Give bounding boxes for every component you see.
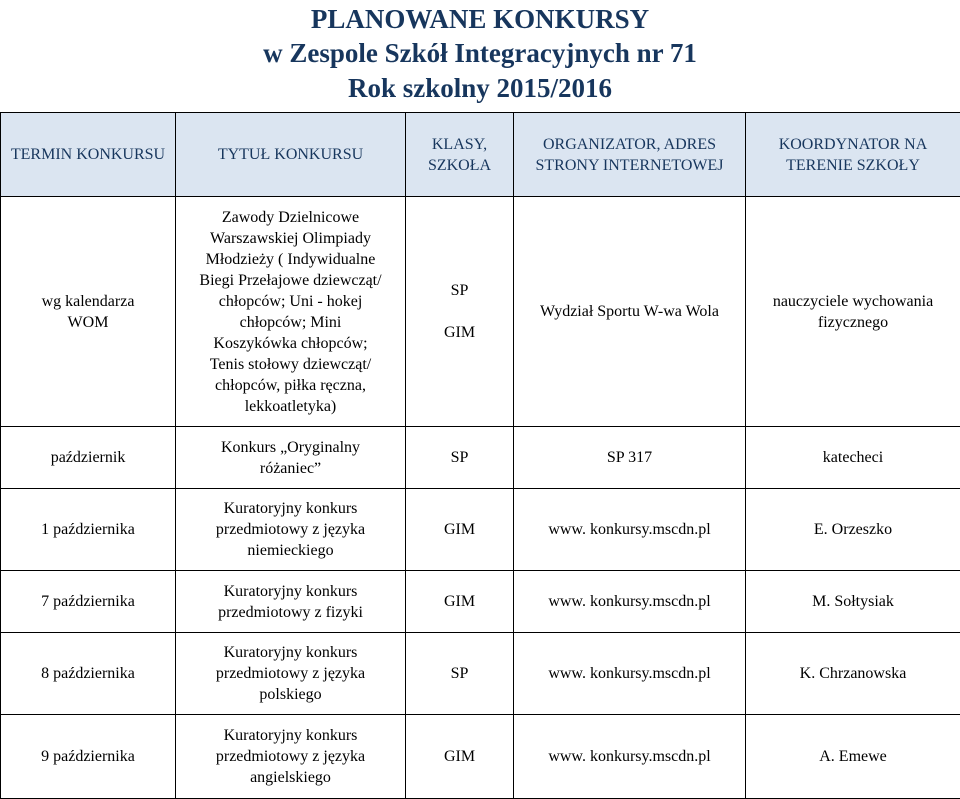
school-name: w Zespole Szkół Integracyjnych nr 71 [0,37,960,69]
cell-classes: GIM [406,571,514,633]
cell-title: Zawody Dzielnicowe Warszawskiej Olimpiady Młodzieży ( Indywidualne Biegi Przełajowe dziewcząt/ chłopców; Uni - hokej chłopców; Mini Koszykówka chłopców; Tenis stołowy dziewcząt/ chłopców, piłka ręczna, lekkoatletyka) [176,197,406,427]
table-row [1,489,960,571]
table-row [1,571,960,633]
cell-coordinator: A. Emewe [746,715,960,799]
school-year: Rok szkolny 2015/2016 [0,72,960,104]
cell-title: Kuratoryjny konkurs przedmiotowy z fizyki [176,571,406,633]
cell-coordinator: K. Chrzanowska [746,633,960,715]
header-organizer: ORGANIZATOR, ADRES STRONY INTERNETOWEJ [514,113,746,197]
cell-classes: GIM [406,489,514,571]
table-row [1,633,960,715]
table-row [1,197,960,427]
cell-title: Kuratoryjny konkurs przedmiotowy z języka angielskiego [176,715,406,799]
cell-organizer: SP 317 [514,427,746,489]
cell-term: 9 października [1,715,176,799]
cell-classes: GIM [406,715,514,799]
cell-term: wg kalendarza WOM [1,197,176,427]
cell-organizer: www. konkursy.mscdn.pl [514,633,746,715]
cell-organizer: www. konkursy.mscdn.pl [514,571,746,633]
cell-classes: SP [406,427,514,489]
cell-organizer: www. konkursy.mscdn.pl [514,489,746,571]
page-title: PLANOWANE KONKURSY [0,3,960,35]
table-row [1,715,960,799]
cell-coordinator: E. Orzeszko [746,489,960,571]
table-header-row [1,113,960,197]
cell-classes: SP [406,633,514,715]
cell-organizer: www. konkursy.mscdn.pl [514,715,746,799]
cell-term: październik [1,427,176,489]
cell-title: Konkurs „Oryginalny różaniec” [176,427,406,489]
cell-coordinator: katecheci [746,427,960,489]
cell-title: Kuratoryjny konkurs przedmiotowy z języka niemieckiego [176,489,406,571]
cell-classes: SP GIM [406,197,514,427]
cell-title: Kuratoryjny konkurs przedmiotowy z języka polskiego [176,633,406,715]
header-title: TYTUŁ KONKURSU [176,113,406,197]
table-row [1,427,960,489]
header-coordinator: KOORDYNATOR NA TERENIE SZKOŁY [746,113,960,197]
cell-term: 8 października [1,633,176,715]
cell-coordinator: nauczyciele wychowania fizycznego [746,197,960,427]
header-classes: KLASY, SZKOŁA [406,113,514,197]
cell-coordinator: M. Sołtysiak [746,571,960,633]
contests-table [0,112,960,799]
cell-term: 7 października [1,571,176,633]
cell-term: 1 października [1,489,176,571]
cell-organizer: Wydział Sportu W-wa Wola [514,197,746,427]
header-term: TERMIN KONKURSU [1,113,176,197]
